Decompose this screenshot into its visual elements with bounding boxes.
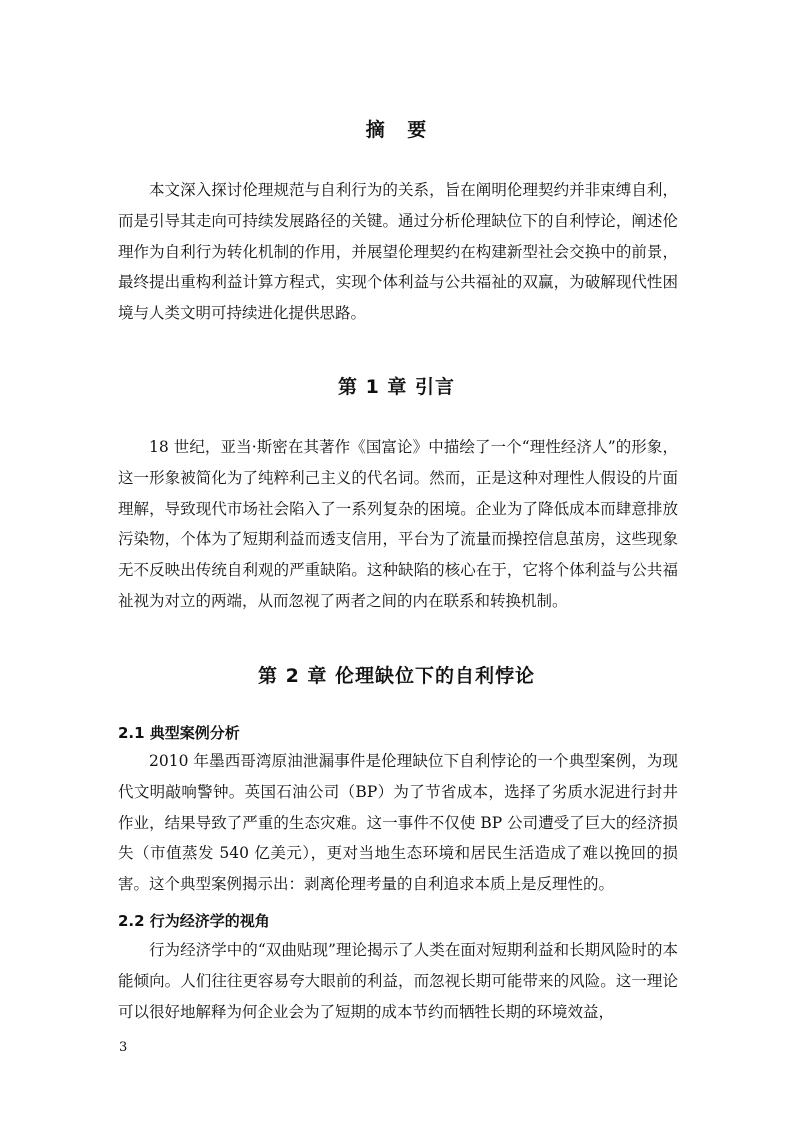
page-number: 3 — [119, 1040, 128, 1055]
abstract-paragraph: 本文深入探讨伦理规范与自利行为的关系，旨在阐明伦理契约并非束缚自利，而是引导其走向可持续发展路径的关键。通过分析伦理缺位下的自利悖论，阐述伦理作为自利行为转化机制的作用，并展望伦理契约在构建新型社会交换中的前景，最终提出重构利益计算方程式，实现个体利益与公共福祉的双赢，为破解现代性困境与人类文明可持续进化提供思路。 — [118, 181, 678, 323]
chapter-1-title: 第 1 章 引言 — [337, 376, 456, 398]
abstract-title: 摘 要 — [365, 119, 428, 141]
section-2-1-paragraph: 2010 年墨西哥湾原油泄漏事件是伦理缺位下自利悖论的一个典型案例，为现代文明敲响警钟。英国石油公司（BP）为了节省成本，选择了劣质水泥进行封井作业，结果导致了严重的生态灾难。这一事件不仅使 BP 公司遭受了巨大的经济损失（市值蒸发 540 亿美元），更对当地生态环境和居民生活造成了难以挽回的损害。这个典型案例揭示出：剥离伦理考量的自利追求本质上是反理性的。 — [118, 752, 678, 894]
chapter-2-title: 第 2 章 伦理缺位下的自利悖论 — [257, 665, 536, 687]
section-2-2-paragraph: 行为经济学中的“双曲贴现”理论揭示了人类在面对短期利益和长期风险时的本能倾向。人们往往更容易夸大眼前的利益，而忽视长期可能带来的风险。这一理论可以很好地解释为何企业会为了短期的成本节约而牺牲长期的环境效益， — [118, 941, 678, 1021]
chapter-1-paragraph: 18 世纪，亚当·斯密在其著作《国富论》中描绘了一个“理性经济人”的形象，这一形象被简化为了纯粹利己主义的代名词。然而，正是这种对理性人假设的片面理解，导致现代市场社会陷入了一系列复杂的困境。企业为了降低成本而肆意排放污染物，个体为了短期利益而透支信用，平台为了流量而操控信息茧房，这些现象无不反映出传统自利观的严重缺陷。这种缺陷的核心在于，它将个体利益与公共福祉视为对立的两端，从而忽视了两者之间的内在联系和转换机制。 — [118, 438, 678, 610]
section-2-2-heading: 2.2 行为经济学的视角 — [118, 912, 270, 930]
section-2-1-heading: 2.1 典型案例分析 — [118, 724, 240, 742]
